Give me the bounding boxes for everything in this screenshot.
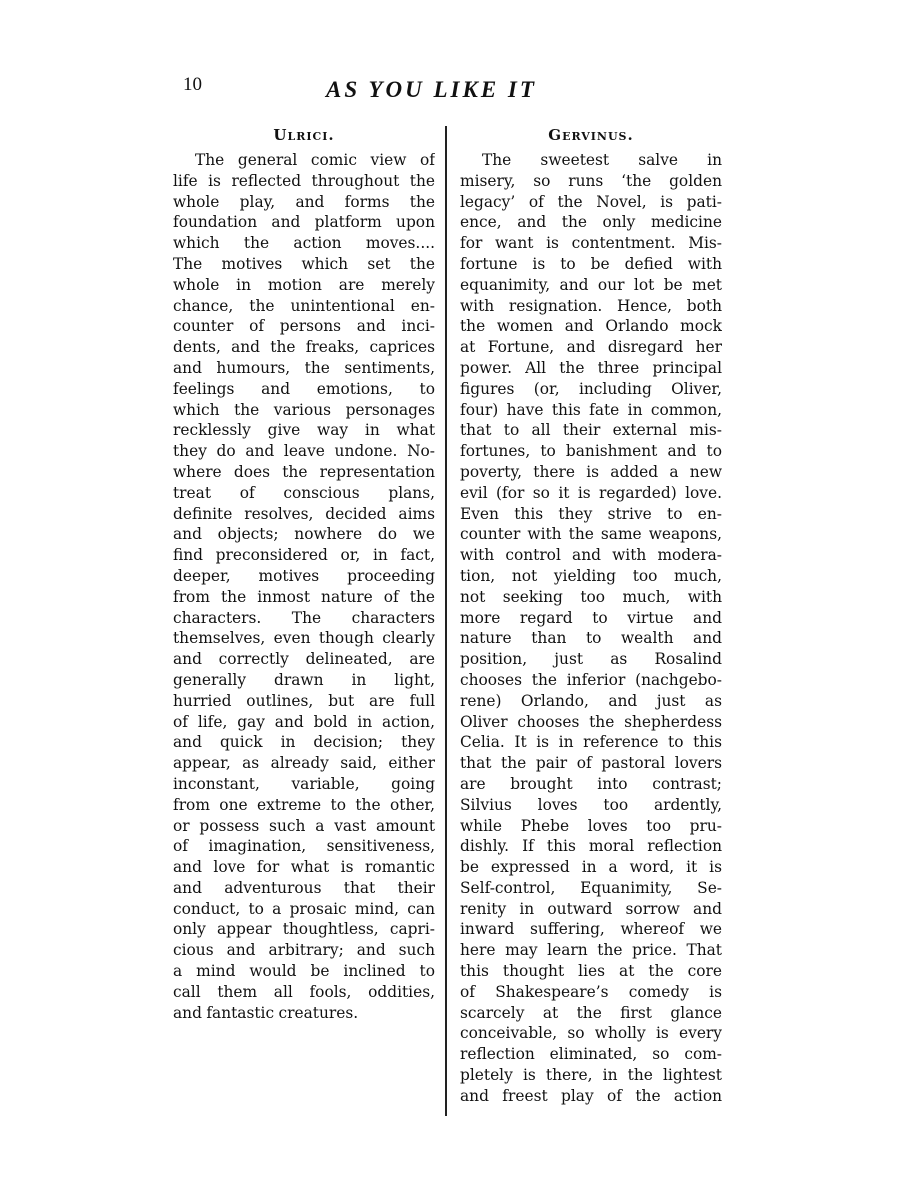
text-line: power. All the three principal bbox=[460, 358, 722, 377]
text-line: and objects; nowhere do we bbox=[173, 525, 435, 544]
text-line: Even this they strive to en- bbox=[460, 504, 722, 523]
text-line: and fantastic creatures. bbox=[173, 1003, 359, 1022]
column-divider bbox=[445, 126, 447, 1116]
text-line: ence, and the only medicine bbox=[460, 213, 722, 232]
text-line: generally drawn in light, bbox=[173, 670, 435, 689]
text-line: or possess such a vast amount bbox=[173, 816, 435, 835]
text-line: and love for what is romantic bbox=[173, 858, 435, 877]
text-line: only appear thoughtless, capri- bbox=[173, 920, 435, 939]
text-line: recklessly give way in what bbox=[173, 421, 435, 440]
text-line: while Phebe loves too pru- bbox=[460, 816, 722, 835]
text-line: scarcely at the first glance bbox=[460, 1003, 722, 1022]
ulrici-heading: Ulrici. bbox=[273, 126, 335, 144]
text-line: deeper, motives proceeding bbox=[173, 566, 435, 585]
text-line: and quick in decision; they bbox=[173, 733, 435, 752]
text-line: Silvius loves too ardently, bbox=[460, 795, 722, 814]
text-line: The motives which set the bbox=[173, 254, 435, 273]
text-line: whole in motion are merely bbox=[173, 275, 435, 294]
text-line: more regard to virtue and bbox=[460, 608, 722, 627]
text-line: fortune is to be defied with bbox=[460, 254, 722, 273]
text-line: Self-control, Equanimity, Se- bbox=[460, 878, 722, 897]
text-line: and correctly delineated, are bbox=[173, 650, 435, 669]
text-line: and humours, the sentiments, bbox=[173, 358, 435, 377]
gervinus-text bbox=[460, 150, 722, 1107]
text-line: nature than to wealth and bbox=[460, 629, 722, 648]
text-line: and freest play of the action bbox=[460, 1086, 722, 1105]
text-line: of Shakespeare’s comedy is bbox=[460, 982, 722, 1001]
text-line: chooses the inferior (nachgebo- bbox=[460, 670, 722, 689]
text-line: tion, not yielding too much, bbox=[460, 566, 722, 585]
text-line: with control and with modera- bbox=[460, 546, 722, 565]
text-line: themselves, even though clearly bbox=[173, 629, 435, 648]
text-line: at Fortune, and disregard her bbox=[460, 338, 722, 357]
text-line: find preconsidered or, in fact, bbox=[173, 546, 435, 565]
text-line: whole play, and forms the bbox=[173, 192, 435, 211]
text-line: cious and arbitrary; and such bbox=[173, 941, 435, 960]
text-line: Celia. It is in reference to this bbox=[460, 733, 722, 752]
text-line: which the action moves.... bbox=[173, 234, 435, 253]
text-line: are brought into contrast; bbox=[460, 774, 722, 793]
text-line: of life, gay and bold in action, bbox=[173, 712, 435, 731]
text-line: they do and leave undone. No- bbox=[173, 442, 435, 461]
text-line: definite resolves, decided aims bbox=[173, 504, 435, 523]
text-line: conduct, to a prosaic mind, can bbox=[173, 899, 435, 918]
text-line: call them all fools, oddities, bbox=[173, 982, 435, 1001]
text-line: reflection eliminated, so com- bbox=[460, 1045, 722, 1064]
text-line: that the pair of pastoral lovers bbox=[460, 754, 722, 773]
text-line: rene) Orlando, and just as bbox=[460, 691, 722, 710]
text-line: four) have this fate in common, bbox=[460, 400, 722, 419]
text-line: equanimity, and our lot be met bbox=[460, 275, 722, 294]
text-line: position, just as Rosalind bbox=[460, 650, 722, 669]
text-line: not seeking too much, with bbox=[460, 587, 722, 606]
text-line: with resignation. Hence, both bbox=[460, 296, 722, 315]
text-line: hurried outlines, but are full bbox=[173, 691, 435, 710]
text-line: figures (or, including Oliver, bbox=[460, 379, 722, 398]
text-line: for want is contentment. Mis- bbox=[460, 234, 722, 253]
text-line: chance, the unintentional en- bbox=[173, 296, 435, 315]
ulrici-text bbox=[173, 150, 435, 1023]
text-line: from one extreme to the other, bbox=[173, 795, 435, 814]
text-line: of imagination, sensitiveness, bbox=[173, 837, 435, 856]
text-line: and adventurous that their bbox=[173, 878, 435, 897]
text-line: The general comic view of bbox=[195, 151, 435, 169]
text-line: conceivable, so wholly is every bbox=[460, 1024, 722, 1043]
text-line: treat of conscious plans, bbox=[173, 483, 435, 502]
text-line: renity in outward sorrow and bbox=[460, 899, 722, 918]
text-line: life is reflected throughout the bbox=[173, 171, 435, 190]
text-line: a mind would be inclined to bbox=[173, 962, 435, 981]
text-line: counter with the same weapons, bbox=[460, 525, 722, 544]
text-line: here may learn the price. That bbox=[460, 941, 722, 960]
text-line: the women and Orlando mock bbox=[460, 317, 722, 336]
running-head-title: AS YOU LIKE IT bbox=[326, 77, 537, 102]
text-line: misery, so runs ‘the golden bbox=[460, 171, 722, 190]
text-line: be expressed in a word, it is bbox=[460, 858, 722, 877]
text-line: that to all their external mis- bbox=[460, 421, 722, 440]
text-line: feelings and emotions, to bbox=[173, 379, 435, 398]
text-line: dents, and the freaks, caprices bbox=[173, 338, 435, 357]
page-number: 10 bbox=[183, 74, 202, 95]
gervinus-column bbox=[460, 124, 722, 1107]
text-line: from the inmost nature of the bbox=[173, 587, 435, 606]
text-line: counter of persons and inci- bbox=[173, 317, 435, 336]
ulrici-column bbox=[173, 124, 435, 1023]
text-line: where does the representation bbox=[173, 462, 435, 481]
text-line: characters. The characters bbox=[173, 608, 435, 627]
text-line: inconstant, variable, going bbox=[173, 774, 435, 793]
text-line: this thought lies at the core bbox=[460, 962, 722, 981]
text-line: Oliver chooses the shepherdess bbox=[460, 712, 722, 731]
text-line: The sweetest salve in bbox=[482, 151, 722, 169]
text-line: poverty, there is added a new bbox=[460, 462, 722, 481]
text-line: evil (for so it is regarded) love. bbox=[460, 483, 722, 502]
text-line: fortunes, to banishment and to bbox=[460, 442, 722, 461]
text-line: dishly. If this moral reflection bbox=[460, 837, 722, 856]
text-line: foundation and platform upon bbox=[173, 213, 435, 232]
text-line: appear, as already said, either bbox=[173, 754, 435, 773]
text-line: which the various personages bbox=[173, 400, 435, 419]
text-line: legacy’ of the Novel, is pati- bbox=[460, 192, 722, 211]
gervinus-heading: Gervinus. bbox=[548, 126, 634, 144]
text-line: pletely is there, in the lightest bbox=[460, 1066, 722, 1085]
text-line: inward suffering, whereof we bbox=[460, 920, 722, 939]
